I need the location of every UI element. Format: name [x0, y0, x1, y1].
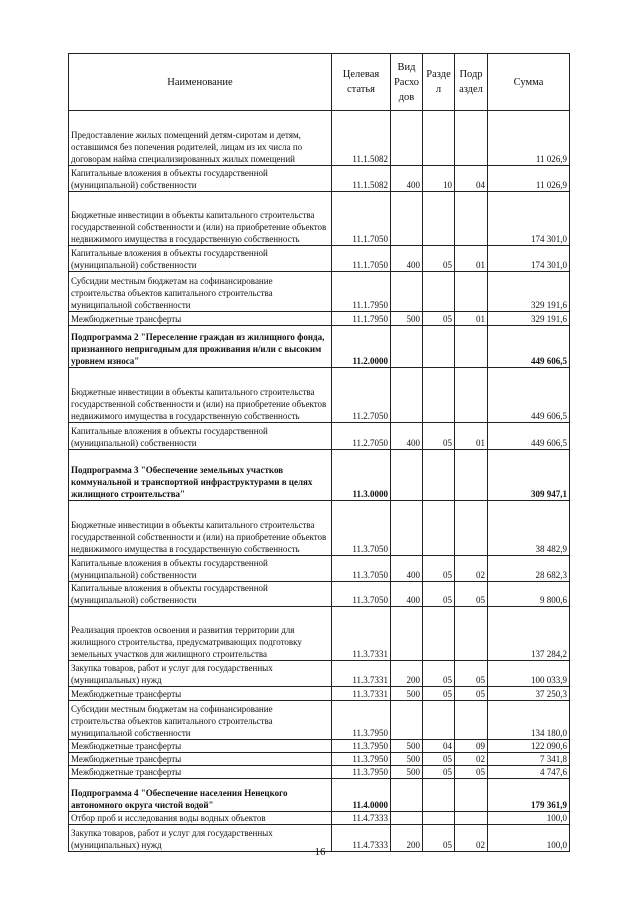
table-row — [69, 368, 570, 423]
cell-section: 05 — [423, 687, 455, 701]
table-header-row — [69, 54, 570, 111]
cell-sum: 134 180,0 — [488, 701, 570, 740]
cell-subsection: 02 — [455, 556, 488, 582]
cell-subsection — [455, 501, 488, 556]
cell-sum: 7 341,8 — [488, 753, 570, 766]
cell-name: Отбор проб и исследования воды водных объектов — [69, 812, 332, 825]
cell-sum: 174 301,0 — [488, 192, 570, 246]
cell-sum: 4 747,6 — [488, 766, 570, 779]
cell-section: 05 — [423, 825, 455, 852]
cell-sum: 137 284,2 — [488, 607, 570, 661]
cell-type — [391, 111, 423, 166]
header-sum: Сумма — [488, 54, 570, 111]
cell-section — [423, 812, 455, 825]
cell-subsection: 01 — [455, 246, 488, 272]
cell-name: Бюджетные инвестиции в объекты капитального строительства государственной собственности и (или) на приобретение объектов недвижимого имущества в государственную собственность — [69, 501, 332, 556]
cell-article: 11.1.7050 — [332, 246, 391, 272]
cell-section — [423, 272, 455, 312]
cell-sum: 309 947,1 — [488, 450, 570, 501]
cell-section — [423, 701, 455, 740]
cell-section: 05 — [423, 661, 455, 687]
cell-subsection — [455, 450, 488, 501]
cell-sum: 11 026,9 — [488, 111, 570, 166]
cell-sum: 100,0 — [488, 812, 570, 825]
cell-article: 11.3.7331 — [332, 687, 391, 701]
cell-type — [391, 812, 423, 825]
cell-type: 500 — [391, 766, 423, 779]
cell-article: 11.2.7050 — [332, 368, 391, 423]
cell-name: Субсидии местным бюджетам на софинансирование строительства объектов капитального строительства муниципальной собственности — [69, 272, 332, 312]
page-number: 16 — [314, 846, 326, 858]
cell-name: Капитальные вложения в объекты государственной (муниципальной) собственности — [69, 423, 332, 450]
cell-subsection: 01 — [455, 423, 488, 450]
cell-subsection — [455, 272, 488, 312]
cell-section: 05 — [423, 766, 455, 779]
cell-subsection: 02 — [455, 825, 488, 852]
cell-section — [423, 368, 455, 423]
cell-subsection — [455, 607, 488, 661]
table-row — [69, 556, 570, 582]
cell-type — [391, 368, 423, 423]
cell-article: 11.1.7950 — [332, 272, 391, 312]
cell-name: Капитальные вложения в объекты государственной (муниципальной) собственности — [69, 246, 332, 272]
cell-subsection — [455, 812, 488, 825]
table-row — [69, 450, 570, 501]
cell-sum: 179 361,9 — [488, 779, 570, 812]
cell-article: 11.3.7331 — [332, 607, 391, 661]
cell-name: Подпрограмма 2 "Переселение граждан из жилищного фонда, признанного непригодным для проживания и/или с высоким уровнем износа" — [69, 326, 332, 368]
cell-section: 10 — [423, 166, 455, 192]
cell-type — [391, 501, 423, 556]
cell-subsection: 05 — [455, 582, 488, 607]
cell-sum: 11 026,9 — [488, 166, 570, 192]
cell-name: Предоставление жилых помещений детям-сиротам и детям, оставшимся без попечения родителей, лицам из их числа по договорам найма специализированных жилых помещений — [69, 111, 332, 166]
cell-article: 11.2.0000 — [332, 326, 391, 368]
table-row — [69, 753, 570, 766]
table-row — [69, 607, 570, 661]
cell-type: 400 — [391, 246, 423, 272]
cell-subsection: 01 — [455, 312, 488, 326]
cell-article: 11.1.7050 — [332, 192, 391, 246]
budget-table — [68, 53, 570, 852]
cell-sum: 329 191,6 — [488, 312, 570, 326]
cell-section: 05 — [423, 582, 455, 607]
cell-type — [391, 326, 423, 368]
table-row — [69, 326, 570, 368]
cell-name: Реализация проектов освоения и развития территории для жилищного строительства, предусматривающих подготовку земельных участков для жилищного строительства — [69, 607, 332, 661]
cell-article: 11.4.0000 — [332, 779, 391, 812]
cell-name: Бюджетные инвестиции в объекты капитального строительства государственной собственности и (или) на приобретение объектов недвижимого имущества в государственную собственность — [69, 368, 332, 423]
cell-section — [423, 779, 455, 812]
cell-name: Бюджетные инвестиции в объекты капитального строительства государственной собственности и (или) на приобретение объектов недвижимого имущества в государственную собственность — [69, 192, 332, 246]
header-type: Вид Расхо дов — [391, 54, 423, 111]
cell-article: 11.3.0000 — [332, 450, 391, 501]
cell-sum: 174 301,0 — [488, 246, 570, 272]
cell-article: 11.1.7950 — [332, 312, 391, 326]
cell-type: 400 — [391, 166, 423, 192]
cell-subsection — [455, 192, 488, 246]
cell-type: 400 — [391, 556, 423, 582]
cell-article: 11.3.7950 — [332, 701, 391, 740]
cell-name: Субсидии местным бюджетам на софинансирование строительства объектов капитального строительства муниципальной собственности — [69, 701, 332, 740]
cell-sum: 329 191,6 — [488, 272, 570, 312]
table-row — [69, 740, 570, 753]
cell-section: 05 — [423, 246, 455, 272]
cell-name: Подпрограмма 4 "Обеспечение населения Ненецкого автономного округа чистой водой" — [69, 779, 332, 812]
cell-type: 400 — [391, 423, 423, 450]
cell-section — [423, 111, 455, 166]
cell-section: 04 — [423, 740, 455, 753]
cell-subsection: 09 — [455, 740, 488, 753]
cell-type: 200 — [391, 825, 423, 852]
cell-section: 05 — [423, 556, 455, 582]
table-row — [69, 423, 570, 450]
cell-sum: 28 682,3 — [488, 556, 570, 582]
table-row — [69, 779, 570, 812]
cell-name: Капитальные вложения в объекты государственной (муниципальной) собственности — [69, 166, 332, 192]
cell-name: Закупка товаров, работ и услуг для государственных (муниципальных) нужд — [69, 825, 332, 852]
cell-subsection — [455, 326, 488, 368]
cell-subsection — [455, 111, 488, 166]
cell-type: 500 — [391, 740, 423, 753]
cell-sum: 37 250,3 — [488, 687, 570, 701]
cell-sum: 122 090,6 — [488, 740, 570, 753]
cell-sum: 449 606,5 — [488, 423, 570, 450]
cell-subsection — [455, 701, 488, 740]
cell-name: Межбюджетные трансферты — [69, 766, 332, 779]
cell-name: Межбюджетные трансферты — [69, 753, 332, 766]
cell-article: 11.1.5082 — [332, 111, 391, 166]
header-article: Целевая статья — [332, 54, 391, 111]
cell-type — [391, 779, 423, 812]
cell-section — [423, 607, 455, 661]
cell-section — [423, 501, 455, 556]
cell-article: 11.4.7333 — [332, 812, 391, 825]
table-row — [69, 312, 570, 326]
header-subsection: Подр аздел — [455, 54, 488, 111]
cell-sum: 38 482,9 — [488, 501, 570, 556]
cell-type — [391, 701, 423, 740]
cell-section: 05 — [423, 312, 455, 326]
cell-name: Капитальные вложения в объекты государственной (муниципальной) собственности — [69, 556, 332, 582]
cell-article: 11.3.7050 — [332, 556, 391, 582]
cell-article: 11.3.7950 — [332, 753, 391, 766]
cell-name: Межбюджетные трансферты — [69, 312, 332, 326]
cell-name: Капитальные вложения в объекты государственной (муниципальной) собственности — [69, 582, 332, 607]
cell-subsection: 05 — [455, 661, 488, 687]
cell-article: 11.3.7050 — [332, 501, 391, 556]
cell-type — [391, 450, 423, 501]
table-row — [69, 687, 570, 701]
cell-article: 11.1.5082 — [332, 166, 391, 192]
cell-article: 11.3.7950 — [332, 766, 391, 779]
table-row — [69, 582, 570, 607]
table-row — [69, 812, 570, 825]
table-row — [69, 272, 570, 312]
cell-section — [423, 192, 455, 246]
table-row — [69, 766, 570, 779]
cell-subsection — [455, 779, 488, 812]
cell-sum: 449 606,5 — [488, 326, 570, 368]
table-row — [69, 192, 570, 246]
cell-sum: 9 800,6 — [488, 582, 570, 607]
cell-article: 11.3.7950 — [332, 740, 391, 753]
table-row — [69, 501, 570, 556]
cell-name: Закупка товаров, работ и услуг для государственных (муниципальных) нужд — [69, 661, 332, 687]
cell-name: Межбюджетные трансферты — [69, 740, 332, 753]
cell-name: Межбюджетные трансферты — [69, 687, 332, 701]
cell-type — [391, 607, 423, 661]
cell-section — [423, 450, 455, 501]
cell-sum: 100,0 — [488, 825, 570, 852]
table-row — [69, 701, 570, 740]
cell-subsection: 05 — [455, 766, 488, 779]
cell-article: 11.2.7050 — [332, 423, 391, 450]
cell-article: 11.3.7050 — [332, 582, 391, 607]
cell-subsection: 05 — [455, 687, 488, 701]
cell-article: 11.3.7331 — [332, 661, 391, 687]
cell-sum: 449 606,5 — [488, 368, 570, 423]
cell-name: Подпрограмма 3 "Обеспечение земельных участков коммунальной и транспортной инфраструктурами в целях жилищного строительства" — [69, 450, 332, 501]
table-row — [69, 661, 570, 687]
cell-article: 11.4.7333 — [332, 825, 391, 852]
table-row — [69, 166, 570, 192]
header-name: Наименование — [69, 54, 332, 111]
table-body — [69, 111, 570, 852]
cell-type: 400 — [391, 582, 423, 607]
cell-type — [391, 192, 423, 246]
cell-section — [423, 326, 455, 368]
header-section: Разде л — [423, 54, 455, 111]
cell-type: 500 — [391, 753, 423, 766]
cell-type: 500 — [391, 312, 423, 326]
table-row — [69, 111, 570, 166]
cell-type: 500 — [391, 687, 423, 701]
cell-sum: 100 033,9 — [488, 661, 570, 687]
cell-subsection — [455, 368, 488, 423]
cell-section: 05 — [423, 423, 455, 450]
cell-type: 200 — [391, 661, 423, 687]
cell-section: 05 — [423, 753, 455, 766]
table-row — [69, 246, 570, 272]
cell-subsection: 04 — [455, 166, 488, 192]
cell-subsection: 02 — [455, 753, 488, 766]
cell-type — [391, 272, 423, 312]
